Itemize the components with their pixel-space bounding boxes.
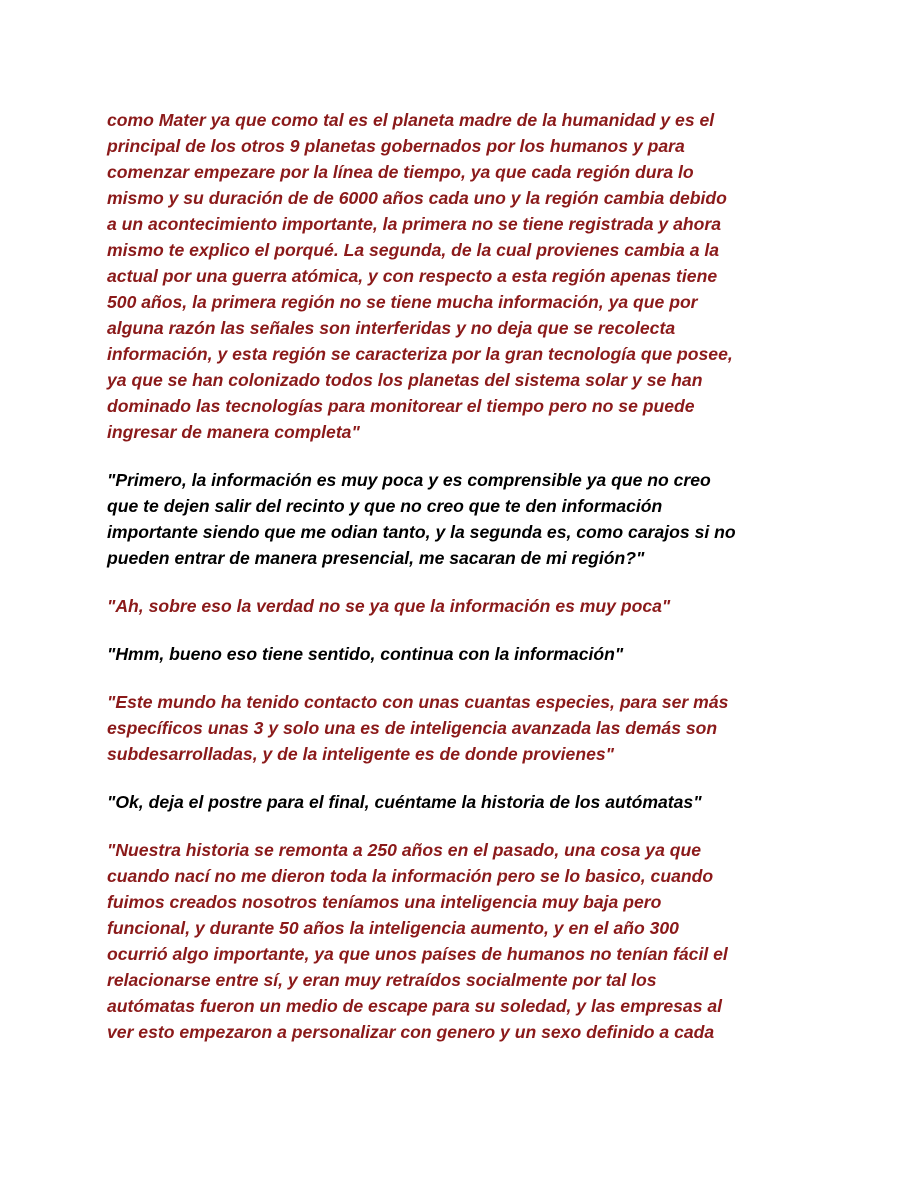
paragraph-dialogue: "Nuestra historia se remonta a 250 años en el pasado, una cosa ya que cuando nací no me dieron toda la información pero se lo basico, cuando fuimos creados nosotros teníamos una inteligencia muy baja pero funcional, y durante 50 años la inteligencia aumento, y en el año 300 ocurrió algo importante, ya que unos países de humanos no tenían fácil el relacionarse entre sí, y eran muy retraídos socialmente por tal los autómatas fueron un medio de escape para su soledad, y las empresas al ver esto empezaron a personalizar con genero y un sexo definido a cada (107, 840, 728, 1042)
paragraph-dialogue: "Ah, sobre eso la verdad no se ya que la información es muy poca" (107, 596, 671, 616)
paragraph-narration: como Mater ya que como tal es el planeta madre de la humanidad y es el principal de los otros 9 planetas gobernados por los humanos y para comenzar empezare por la línea de tiempo, ya que cada región dura lo mismo y su duración de de 6000 años cada uno y la región cambia debido a un acontecimiento importante, la primera no se tiene registrada y ahora mismo te explico el porqué. La segunda, de la cual provienes cambia a la actual por una guerra atómica, y con respecto a esta región apenas tiene 500 años, la primera región no se tiene mucha información, ya que por alguna razón las señales son interferidas y no deja que se recolecta información, y esta región se caracteriza por la gran tecnología que posee, ya que se han colonizado todos los planetas del sistema solar y se han dominado las tecnologías para monitorear el tiempo pero no se puede ingresar de manera completa" (107, 110, 733, 442)
paragraph-dialogue: "Ok, deja el postre para el final, cuéntame la historia de los autómatas" (107, 792, 702, 812)
paragraph-dialogue: "Este mundo ha tenido contacto con unas cuantas especies, para ser más específicos unas 3 y solo una es de inteligencia avanzada las demás son subdesarrolladas, y de la inteligente es de donde provienes" (107, 692, 729, 764)
document-body (107, 107, 797, 1067)
paragraph-dialogue: "Hmm, bueno eso tiene sentido, continua con la información" (107, 644, 624, 664)
paragraph-dialogue: "Primero, la información es muy poca y es comprensible ya que no creo que te dejen salir del recinto y que no creo que te den información importante siendo que me odian tanto, y la segunda es, como carajos si no pueden entrar de manera presencial, me sacaran de mi región?" (107, 470, 736, 568)
